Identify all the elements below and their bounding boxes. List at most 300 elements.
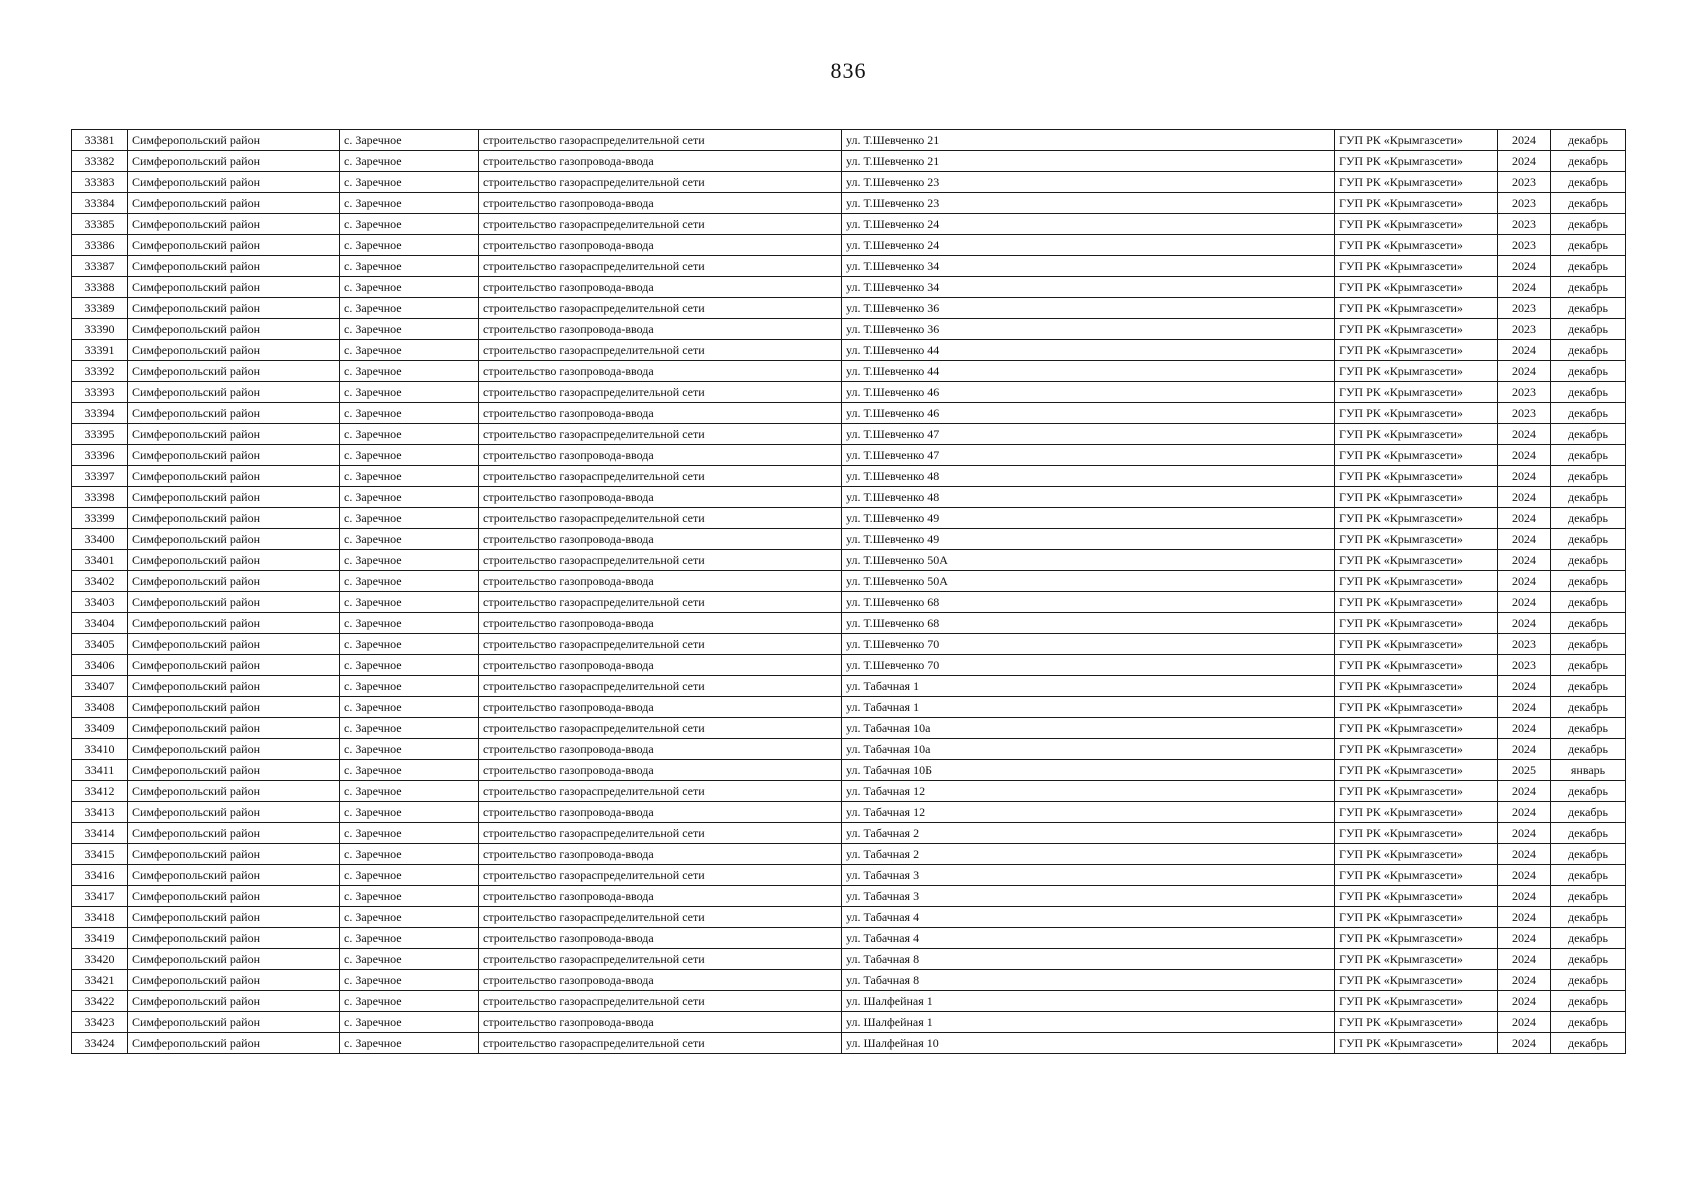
district-cell: Симферопольский район [128, 151, 340, 172]
row-number: 33399 [72, 508, 128, 529]
address-cell: ул. Табачная 2 [842, 844, 1335, 865]
village-cell: с. Заречное [340, 928, 479, 949]
work-type-cell: строительство газопровода-ввода [479, 1012, 842, 1033]
district-cell: Симферопольский район [128, 865, 340, 886]
organization-cell: ГУП РК «Крымгазсети» [1335, 634, 1498, 655]
table-row [72, 634, 1626, 655]
year-cell: 2024 [1498, 151, 1551, 172]
row-number: 33402 [72, 571, 128, 592]
address-cell: ул. Табачная 12 [842, 802, 1335, 823]
district-cell: Симферопольский район [128, 739, 340, 760]
month-cell: декабрь [1551, 319, 1626, 340]
table-row [72, 991, 1626, 1012]
month-cell: декабрь [1551, 550, 1626, 571]
work-type-cell: строительство газопровода-ввода [479, 844, 842, 865]
table-row [72, 970, 1626, 991]
village-cell: с. Заречное [340, 970, 479, 991]
year-cell: 2024 [1498, 361, 1551, 382]
work-type-cell: строительство газораспределительной сети [479, 298, 842, 319]
work-type-cell: строительство газопровода-ввода [479, 697, 842, 718]
district-cell: Симферопольский район [128, 655, 340, 676]
organization-cell: ГУП РК «Крымгазсети» [1335, 718, 1498, 739]
table-row [72, 1033, 1626, 1054]
district-cell: Симферопольский район [128, 193, 340, 214]
organization-cell: ГУП РК «Крымгазсети» [1335, 844, 1498, 865]
table-row [72, 424, 1626, 445]
district-cell: Симферопольский район [128, 676, 340, 697]
month-cell: декабрь [1551, 802, 1626, 823]
district-cell: Симферопольский район [128, 277, 340, 298]
year-cell: 2024 [1498, 865, 1551, 886]
work-type-cell: строительство газораспределительной сети [479, 424, 842, 445]
district-cell: Симферопольский район [128, 907, 340, 928]
district-cell: Симферопольский район [128, 445, 340, 466]
village-cell: с. Заречное [340, 949, 479, 970]
table-row [72, 949, 1626, 970]
organization-cell: ГУП РК «Крымгазсети» [1335, 508, 1498, 529]
work-type-cell: строительство газопровода-ввода [479, 151, 842, 172]
village-cell: с. Заречное [340, 1033, 479, 1054]
month-cell: декабрь [1551, 697, 1626, 718]
month-cell: декабрь [1551, 340, 1626, 361]
month-cell: декабрь [1551, 130, 1626, 151]
work-type-cell: строительство газораспределительной сети [479, 256, 842, 277]
village-cell: с. Заречное [340, 865, 479, 886]
month-cell: декабрь [1551, 529, 1626, 550]
district-cell: Симферопольский район [128, 1012, 340, 1033]
month-cell: декабрь [1551, 907, 1626, 928]
month-cell: декабрь [1551, 571, 1626, 592]
year-cell: 2023 [1498, 214, 1551, 235]
district-cell: Симферопольский район [128, 718, 340, 739]
year-cell: 2024 [1498, 907, 1551, 928]
village-cell: с. Заречное [340, 571, 479, 592]
district-cell: Симферопольский район [128, 886, 340, 907]
village-cell: с. Заречное [340, 634, 479, 655]
month-cell: декабрь [1551, 592, 1626, 613]
month-cell: декабрь [1551, 613, 1626, 634]
organization-cell: ГУП РК «Крымгазсети» [1335, 298, 1498, 319]
organization-cell: ГУП РК «Крымгазсети» [1335, 529, 1498, 550]
village-cell: с. Заречное [340, 739, 479, 760]
address-cell: ул. Т.Шевченко 24 [842, 214, 1335, 235]
month-cell: декабрь [1551, 382, 1626, 403]
address-cell: ул. Т.Шевченко 50А [842, 571, 1335, 592]
table-row [72, 655, 1626, 676]
address-cell: ул. Шалфейная 1 [842, 1012, 1335, 1033]
organization-cell: ГУП РК «Крымгазсети» [1335, 319, 1498, 340]
row-number: 33386 [72, 235, 128, 256]
village-cell: с. Заречное [340, 382, 479, 403]
year-cell: 2023 [1498, 193, 1551, 214]
row-number: 33401 [72, 550, 128, 571]
district-cell: Симферопольский район [128, 571, 340, 592]
address-cell: ул. Табачная 12 [842, 781, 1335, 802]
address-cell: ул. Т.Шевченко 23 [842, 193, 1335, 214]
address-cell: ул. Т.Шевченко 21 [842, 151, 1335, 172]
table-row [72, 676, 1626, 697]
address-cell: ул. Т.Шевченко 47 [842, 424, 1335, 445]
table-row [72, 739, 1626, 760]
month-cell: декабрь [1551, 403, 1626, 424]
organization-cell: ГУП РК «Крымгазсети» [1335, 655, 1498, 676]
district-cell: Симферопольский район [128, 487, 340, 508]
district-cell: Симферопольский район [128, 340, 340, 361]
row-number: 33412 [72, 781, 128, 802]
table-row [72, 802, 1626, 823]
month-cell: декабрь [1551, 634, 1626, 655]
year-cell: 2024 [1498, 466, 1551, 487]
address-cell: ул. Т.Шевченко 49 [842, 508, 1335, 529]
table-row [72, 130, 1626, 151]
village-cell: с. Заречное [340, 802, 479, 823]
village-cell: с. Заречное [340, 508, 479, 529]
address-cell: ул. Т.Шевченко 70 [842, 655, 1335, 676]
table-row [72, 466, 1626, 487]
address-cell: ул. Т.Шевченко 34 [842, 256, 1335, 277]
table-row [72, 865, 1626, 886]
work-type-cell: строительство газопровода-ввода [479, 970, 842, 991]
address-cell: ул. Т.Шевченко 48 [842, 487, 1335, 508]
district-cell: Симферопольский район [128, 634, 340, 655]
year-cell: 2024 [1498, 949, 1551, 970]
address-cell: ул. Табачная 10а [842, 739, 1335, 760]
table-row [72, 382, 1626, 403]
address-cell: ул. Т.Шевченко 50А [842, 550, 1335, 571]
row-number: 33407 [72, 676, 128, 697]
row-number: 33421 [72, 970, 128, 991]
village-cell: с. Заречное [340, 718, 479, 739]
organization-cell: ГУП РК «Крымгазсети» [1335, 592, 1498, 613]
work-type-cell: строительство газораспределительной сети [479, 718, 842, 739]
work-type-cell: строительство газораспределительной сети [479, 550, 842, 571]
work-type-cell: строительство газораспределительной сети [479, 214, 842, 235]
table-row [72, 844, 1626, 865]
village-cell: с. Заречное [340, 676, 479, 697]
organization-cell: ГУП РК «Крымгазсети» [1335, 991, 1498, 1012]
table-row [72, 319, 1626, 340]
village-cell: с. Заречное [340, 529, 479, 550]
district-cell: Симферопольский район [128, 592, 340, 613]
month-cell: декабрь [1551, 466, 1626, 487]
work-type-cell: строительство газораспределительной сети [479, 991, 842, 1012]
row-number: 33408 [72, 697, 128, 718]
month-cell: декабрь [1551, 718, 1626, 739]
row-number: 33405 [72, 634, 128, 655]
village-cell: с. Заречное [340, 697, 479, 718]
village-cell: с. Заречное [340, 760, 479, 781]
year-cell: 2024 [1498, 529, 1551, 550]
organization-cell: ГУП РК «Крымгазсети» [1335, 130, 1498, 151]
year-cell: 2024 [1498, 508, 1551, 529]
organization-cell: ГУП РК «Крымгазсети» [1335, 823, 1498, 844]
year-cell: 2025 [1498, 760, 1551, 781]
work-type-cell: строительство газопровода-ввода [479, 760, 842, 781]
district-cell: Симферопольский район [128, 403, 340, 424]
row-number: 33390 [72, 319, 128, 340]
organization-cell: ГУП РК «Крымгазсети» [1335, 235, 1498, 256]
year-cell: 2024 [1498, 991, 1551, 1012]
row-number: 33414 [72, 823, 128, 844]
work-type-cell: строительство газораспределительной сети [479, 130, 842, 151]
address-cell: ул. Т.Шевченко 47 [842, 445, 1335, 466]
table-row [72, 277, 1626, 298]
organization-cell: ГУП РК «Крымгазсети» [1335, 1012, 1498, 1033]
row-number: 33400 [72, 529, 128, 550]
address-cell: ул. Т.Шевченко 23 [842, 172, 1335, 193]
month-cell: декабрь [1551, 865, 1626, 886]
district-cell: Симферопольский район [128, 319, 340, 340]
table-row [72, 760, 1626, 781]
row-number: 33403 [72, 592, 128, 613]
work-type-cell: строительство газораспределительной сети [479, 676, 842, 697]
table-row [72, 403, 1626, 424]
organization-cell: ГУП РК «Крымгазсети» [1335, 928, 1498, 949]
address-cell: ул. Т.Шевченко 46 [842, 382, 1335, 403]
work-type-cell: строительство газораспределительной сети [479, 592, 842, 613]
village-cell: с. Заречное [340, 361, 479, 382]
table-row [72, 718, 1626, 739]
district-cell: Симферопольский район [128, 508, 340, 529]
organization-cell: ГУП РК «Крымгазсети» [1335, 382, 1498, 403]
work-type-cell: строительство газопровода-ввода [479, 403, 842, 424]
work-type-cell: строительство газораспределительной сети [479, 949, 842, 970]
organization-cell: ГУП РК «Крымгазсети» [1335, 970, 1498, 991]
work-type-cell: строительство газопровода-ввода [479, 235, 842, 256]
organization-cell: ГУП РК «Крымгазсети» [1335, 361, 1498, 382]
village-cell: с. Заречное [340, 277, 479, 298]
district-cell: Симферопольский район [128, 802, 340, 823]
year-cell: 2024 [1498, 130, 1551, 151]
district-cell: Симферопольский район [128, 928, 340, 949]
year-cell: 2023 [1498, 382, 1551, 403]
organization-cell: ГУП РК «Крымгазсети» [1335, 340, 1498, 361]
month-cell: декабрь [1551, 886, 1626, 907]
month-cell: декабрь [1551, 739, 1626, 760]
organization-cell: ГУП РК «Крымгазсети» [1335, 1033, 1498, 1054]
year-cell: 2024 [1498, 277, 1551, 298]
address-cell: ул. Т.Шевченко 68 [842, 613, 1335, 634]
month-cell: декабрь [1551, 298, 1626, 319]
village-cell: с. Заречное [340, 1012, 479, 1033]
village-cell: с. Заречное [340, 886, 479, 907]
district-cell: Симферопольский район [128, 823, 340, 844]
work-type-cell: строительство газопровода-ввода [479, 445, 842, 466]
district-cell: Симферопольский район [128, 172, 340, 193]
year-cell: 2023 [1498, 172, 1551, 193]
organization-cell: ГУП РК «Крымгазсети» [1335, 676, 1498, 697]
table-row [72, 193, 1626, 214]
organization-cell: ГУП РК «Крымгазсети» [1335, 697, 1498, 718]
year-cell: 2023 [1498, 235, 1551, 256]
year-cell: 2024 [1498, 487, 1551, 508]
address-cell: ул. Табачная 4 [842, 907, 1335, 928]
organization-cell: ГУП РК «Крымгазсети» [1335, 403, 1498, 424]
year-cell: 2024 [1498, 676, 1551, 697]
row-number: 33393 [72, 382, 128, 403]
organization-cell: ГУП РК «Крымгазсети» [1335, 613, 1498, 634]
address-cell: ул. Табачная 1 [842, 697, 1335, 718]
work-type-cell: строительство газораспределительной сети [479, 823, 842, 844]
work-type-cell: строительство газопровода-ввода [479, 529, 842, 550]
village-cell: с. Заречное [340, 256, 479, 277]
month-cell: декабрь [1551, 508, 1626, 529]
year-cell: 2024 [1498, 844, 1551, 865]
address-cell: ул. Шалфейная 1 [842, 991, 1335, 1012]
village-cell: с. Заречное [340, 130, 479, 151]
district-cell: Симферопольский район [128, 970, 340, 991]
row-number: 33384 [72, 193, 128, 214]
village-cell: с. Заречное [340, 991, 479, 1012]
village-cell: с. Заречное [340, 550, 479, 571]
row-number: 33395 [72, 424, 128, 445]
registry-table [71, 129, 1626, 1054]
organization-cell: ГУП РК «Крымгазсети» [1335, 907, 1498, 928]
village-cell: с. Заречное [340, 823, 479, 844]
month-cell: декабрь [1551, 193, 1626, 214]
address-cell: ул. Т.Шевченко 24 [842, 235, 1335, 256]
table-row [72, 256, 1626, 277]
organization-cell: ГУП РК «Крымгазсети» [1335, 739, 1498, 760]
row-number: 33383 [72, 172, 128, 193]
district-cell: Симферопольский район [128, 298, 340, 319]
organization-cell: ГУП РК «Крымгазсети» [1335, 865, 1498, 886]
month-cell: декабрь [1551, 844, 1626, 865]
village-cell: с. Заречное [340, 235, 479, 256]
table-row [72, 928, 1626, 949]
month-cell: декабрь [1551, 214, 1626, 235]
address-cell: ул. Т.Шевченко 36 [842, 298, 1335, 319]
address-cell: ул. Т.Шевченко 34 [842, 277, 1335, 298]
organization-cell: ГУП РК «Крымгазсети» [1335, 151, 1498, 172]
month-cell: декабрь [1551, 277, 1626, 298]
table-row [72, 886, 1626, 907]
month-cell: декабрь [1551, 151, 1626, 172]
village-cell: с. Заречное [340, 151, 479, 172]
year-cell: 2024 [1498, 718, 1551, 739]
year-cell: 2024 [1498, 928, 1551, 949]
row-number: 33392 [72, 361, 128, 382]
village-cell: с. Заречное [340, 655, 479, 676]
month-cell: декабрь [1551, 655, 1626, 676]
district-cell: Симферопольский район [128, 844, 340, 865]
address-cell: ул. Т.Шевченко 46 [842, 403, 1335, 424]
table-row [72, 361, 1626, 382]
year-cell: 2024 [1498, 445, 1551, 466]
year-cell: 2024 [1498, 340, 1551, 361]
work-type-cell: строительство газораспределительной сети [479, 865, 842, 886]
year-cell: 2024 [1498, 571, 1551, 592]
month-cell: декабрь [1551, 235, 1626, 256]
organization-cell: ГУП РК «Крымгазсети» [1335, 781, 1498, 802]
row-number: 33398 [72, 487, 128, 508]
organization-cell: ГУП РК «Крымгазсети» [1335, 949, 1498, 970]
district-cell: Симферопольский район [128, 235, 340, 256]
address-cell: ул. Табачная 3 [842, 886, 1335, 907]
table-row [72, 550, 1626, 571]
year-cell: 2023 [1498, 634, 1551, 655]
organization-cell: ГУП РК «Крымгазсети» [1335, 277, 1498, 298]
work-type-cell: строительство газораспределительной сети [479, 1033, 842, 1054]
organization-cell: ГУП РК «Крымгазсети» [1335, 256, 1498, 277]
year-cell: 2024 [1498, 613, 1551, 634]
village-cell: с. Заречное [340, 172, 479, 193]
year-cell: 2024 [1498, 802, 1551, 823]
village-cell: с. Заречное [340, 403, 479, 424]
year-cell: 2024 [1498, 592, 1551, 613]
district-cell: Симферопольский район [128, 361, 340, 382]
village-cell: с. Заречное [340, 424, 479, 445]
row-number: 33419 [72, 928, 128, 949]
table-row [72, 697, 1626, 718]
district-cell: Симферопольский район [128, 529, 340, 550]
year-cell: 2024 [1498, 781, 1551, 802]
table-row [72, 781, 1626, 802]
month-cell: январь [1551, 760, 1626, 781]
village-cell: с. Заречное [340, 466, 479, 487]
village-cell: с. Заречное [340, 781, 479, 802]
work-type-cell: строительство газопровода-ввода [479, 571, 842, 592]
village-cell: с. Заречное [340, 298, 479, 319]
address-cell: ул. Т.Шевченко 68 [842, 592, 1335, 613]
row-number: 33396 [72, 445, 128, 466]
row-number: 33417 [72, 886, 128, 907]
row-number: 33413 [72, 802, 128, 823]
row-number: 33415 [72, 844, 128, 865]
address-cell: ул. Шалфейная 10 [842, 1033, 1335, 1054]
organization-cell: ГУП РК «Крымгазсети» [1335, 571, 1498, 592]
month-cell: декабрь [1551, 361, 1626, 382]
address-cell: ул. Т.Шевченко 44 [842, 340, 1335, 361]
table-row [72, 823, 1626, 844]
year-cell: 2024 [1498, 256, 1551, 277]
year-cell: 2023 [1498, 298, 1551, 319]
year-cell: 2023 [1498, 319, 1551, 340]
table-row [72, 529, 1626, 550]
row-number: 33424 [72, 1033, 128, 1054]
month-cell: декабрь [1551, 1033, 1626, 1054]
table-row [72, 508, 1626, 529]
row-number: 33381 [72, 130, 128, 151]
work-type-cell: строительство газопровода-ввода [479, 655, 842, 676]
address-cell: ул. Т.Шевченко 44 [842, 361, 1335, 382]
month-cell: декабрь [1551, 676, 1626, 697]
work-type-cell: строительство газопровода-ввода [479, 277, 842, 298]
row-number: 33404 [72, 613, 128, 634]
month-cell: декабрь [1551, 487, 1626, 508]
table-row [72, 151, 1626, 172]
table-row [72, 487, 1626, 508]
row-number: 33422 [72, 991, 128, 1012]
row-number: 33397 [72, 466, 128, 487]
district-cell: Симферопольский район [128, 697, 340, 718]
work-type-cell: строительство газопровода-ввода [479, 319, 842, 340]
year-cell: 2024 [1498, 823, 1551, 844]
month-cell: декабрь [1551, 970, 1626, 991]
page-number: 836 [830, 58, 867, 83]
work-type-cell: строительство газопровода-ввода [479, 487, 842, 508]
village-cell: с. Заречное [340, 340, 479, 361]
table-row [72, 592, 1626, 613]
organization-cell: ГУП РК «Крымгазсети» [1335, 802, 1498, 823]
work-type-cell: строительство газопровода-ввода [479, 613, 842, 634]
village-cell: с. Заречное [340, 445, 479, 466]
organization-cell: ГУП РК «Крымгазсети» [1335, 424, 1498, 445]
village-cell: с. Заречное [340, 193, 479, 214]
year-cell: 2023 [1498, 655, 1551, 676]
registry-table-body [72, 130, 1626, 1054]
address-cell: ул. Табачная 10Б [842, 760, 1335, 781]
